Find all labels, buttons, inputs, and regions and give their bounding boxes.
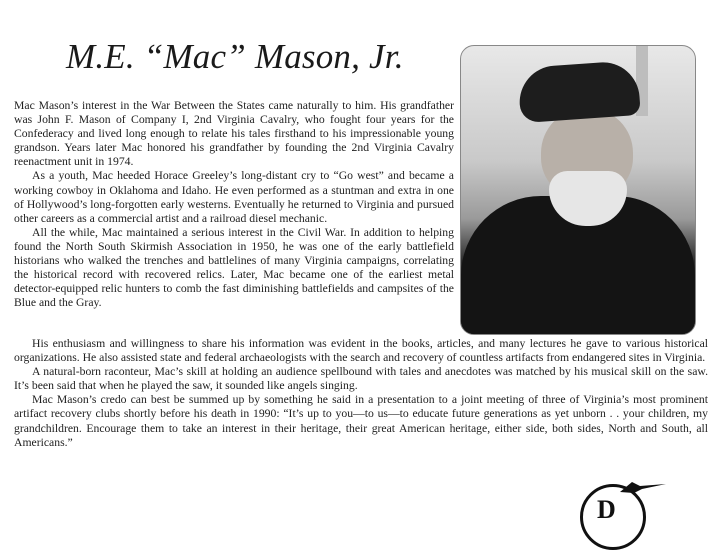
- paragraph-1: Mac Mason’s interest in the War Between the States came naturally to him. His grandfather was John F. Mason of Company I, 2nd Virginia Cavalry, who fought four years for the Confederacy and lived long enough to relate his tales firsthand to his impressionable young grandson. Years later Mac honored his grandfather by founding the 2nd Virginia Cavalry reenactment unit in 1974.: [14, 99, 454, 169]
- paragraph-2: As a youth, Mac heeded Horace Greeley’s long-distant cry to “Go west” and became a working cowboy in Oklahoma and Idaho. He even performed as a stuntman and extra in one of Hollywood’s long-forgotten early westerns. Eventually he returned to Virginia and pursued other careers as a commercial artist and a railroad diesel mechanic.: [14, 169, 454, 225]
- paragraph-4: His enthusiasm and willingness to share his information was evident in the books, articles, and many lectures he gave to various historical organizations. He also assisted state and federal archaeologists with the search and recovery of countless artifacts from endangered sites in Virginia.: [14, 337, 708, 365]
- photo-beret: [517, 60, 641, 123]
- paragraph-5: A natural-born raconteur, Mac’s skill at holding an audience spellbound with tales and anecdotes was matched by his musical skill on the saw. It’s been said that when he played the saw, it sounded like angels singing.: [14, 365, 708, 393]
- paragraph-3: All the while, Mac maintained a serious interest in the Civil War. In addition to helping found the North South Skirmish Association in 1950, he was one of the early battlefield historians who walked the trenches and battlelines of many Virginia campaigns, correlating the historical record with recovered relics. Later, Mac became one of the earliest metal detector-equipped relic hunters to comb the fast diminishing battlefields and campsites of the Blue and the Gray.: [14, 225, 454, 310]
- portrait-photo: [460, 45, 696, 335]
- logo-letter: D: [597, 495, 616, 524]
- paragraph-6: Mac Mason’s credo can best be summed up by something he said in a presentation to a joint meeting of three of Virginia’s most prominent artifact recovery clubs shortly before his death in 1990: “It’s up to you—to us—to educate future generations as yet unborn . . your children, my grandchildren. Encourage them to take an interest in their heritage, their great American heritage, either side, both sides, North and South, all Americans.”: [14, 393, 708, 449]
- bird-logo-icon: [618, 480, 668, 494]
- text-column: [14, 99, 454, 310]
- text-full-width: [14, 337, 708, 450]
- page-title: M.E. “Mac” Mason, Jr.: [66, 37, 404, 76]
